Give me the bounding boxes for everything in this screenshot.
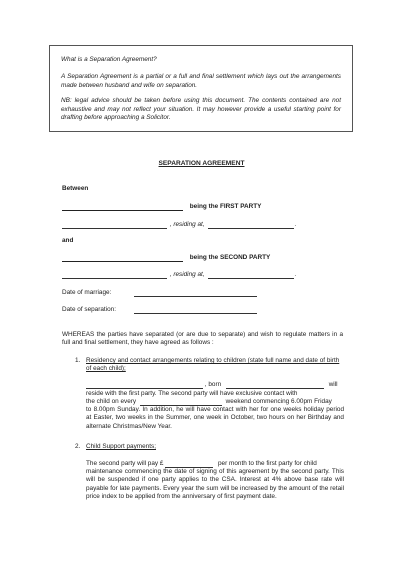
info-note: NB: legal advice should be taken before using this document. The contents contained are not exhaustive and may not reflect your situation. It may however provide a useful starting point for drafting before approaching a Solicitor.	[61, 97, 341, 122]
whereas-paragraph: WHEREAS the parties have separated (or are due to separate) and wish to regulate matters in a full and final settlement, they have agreed as follows :	[62, 331, 343, 347]
document-title: SEPARATION AGREEMENT	[158, 160, 245, 167]
first-party-address-row: , residing at, .	[62, 221, 296, 229]
first-party-address-line[interactable]	[208, 221, 294, 229]
second-party-extra-line[interactable]	[62, 271, 167, 279]
pay-label: The second party will pay £	[86, 460, 164, 467]
first-party-label: being the FIRST PARTY	[189, 203, 262, 210]
info-box	[49, 45, 353, 132]
born-label: , born	[204, 381, 222, 388]
marriage-date-label: Date of marriage:	[62, 289, 112, 296]
clause-1-heading: Residency and contact arrangements relating to children (state full name and date of birth of each child);	[86, 357, 340, 373]
second-party-residing-label: , residing at,	[169, 271, 205, 278]
second-party-label: being the SECOND PARTY	[189, 254, 271, 261]
clause-1-child-row	[86, 381, 338, 389]
second-party-name-line[interactable]	[62, 254, 183, 262]
second-party-row	[62, 254, 270, 262]
clause-2-rest: maintenance commencing the date of signing of this agreement by the second party. This will be suspended if one party applies to the CSA. Interest at 4% above base rate will payable for late payments. Every year the sum will be increased by the amount of the retail price index to be applied from the anniversary of first payment date.	[86, 468, 344, 501]
per-month-label: per month to the first party for child	[218, 460, 317, 467]
weekend-label: weekend commencing 6.00pm Friday	[225, 398, 332, 405]
marriage-date-line[interactable]	[134, 289, 257, 297]
between-label: Between	[62, 185, 89, 192]
first-party-extra-line[interactable]	[62, 221, 167, 229]
clause-1-rest: to 8.00pm Sunday. In addition, he will have contact with her for one weeks holiday period at Easter, two weeks in the Summer, one week in October, two hours on her Birthday and alternate Christmas/New Year.	[86, 406, 344, 430]
every-label: the child on every	[86, 398, 137, 405]
first-party-residing-label: , residing at,	[169, 221, 205, 228]
child-name-line[interactable]	[86, 381, 203, 389]
and-label: and	[62, 237, 74, 244]
first-party-name-line[interactable]	[62, 203, 183, 211]
clause-2-heading: Child Support payments;	[86, 443, 156, 450]
separation-date-label: Date of separation:	[62, 306, 116, 313]
clause-1-number: 1.	[75, 357, 81, 364]
will-label: will	[328, 381, 338, 388]
clause-1-line-2: reside with the first party. The second party will have exclusive contact with	[86, 390, 298, 397]
clause-2-number: 2.	[75, 443, 81, 450]
separation-date-row	[62, 306, 257, 314]
first-party-row	[62, 203, 261, 211]
info-question: What is a Separation Agreement?	[61, 56, 157, 63]
second-party-address-row: , residing at, .	[62, 271, 296, 279]
second-party-address-line[interactable]	[208, 271, 294, 279]
marriage-date-row	[62, 289, 257, 297]
info-definition: A Separation Agreement is a partial or a full and final settlement which lays out the arrangements made between husband and wife on separation.	[61, 73, 341, 89]
separation-date-line[interactable]	[134, 306, 257, 314]
child-dob-line[interactable]	[226, 381, 324, 389]
